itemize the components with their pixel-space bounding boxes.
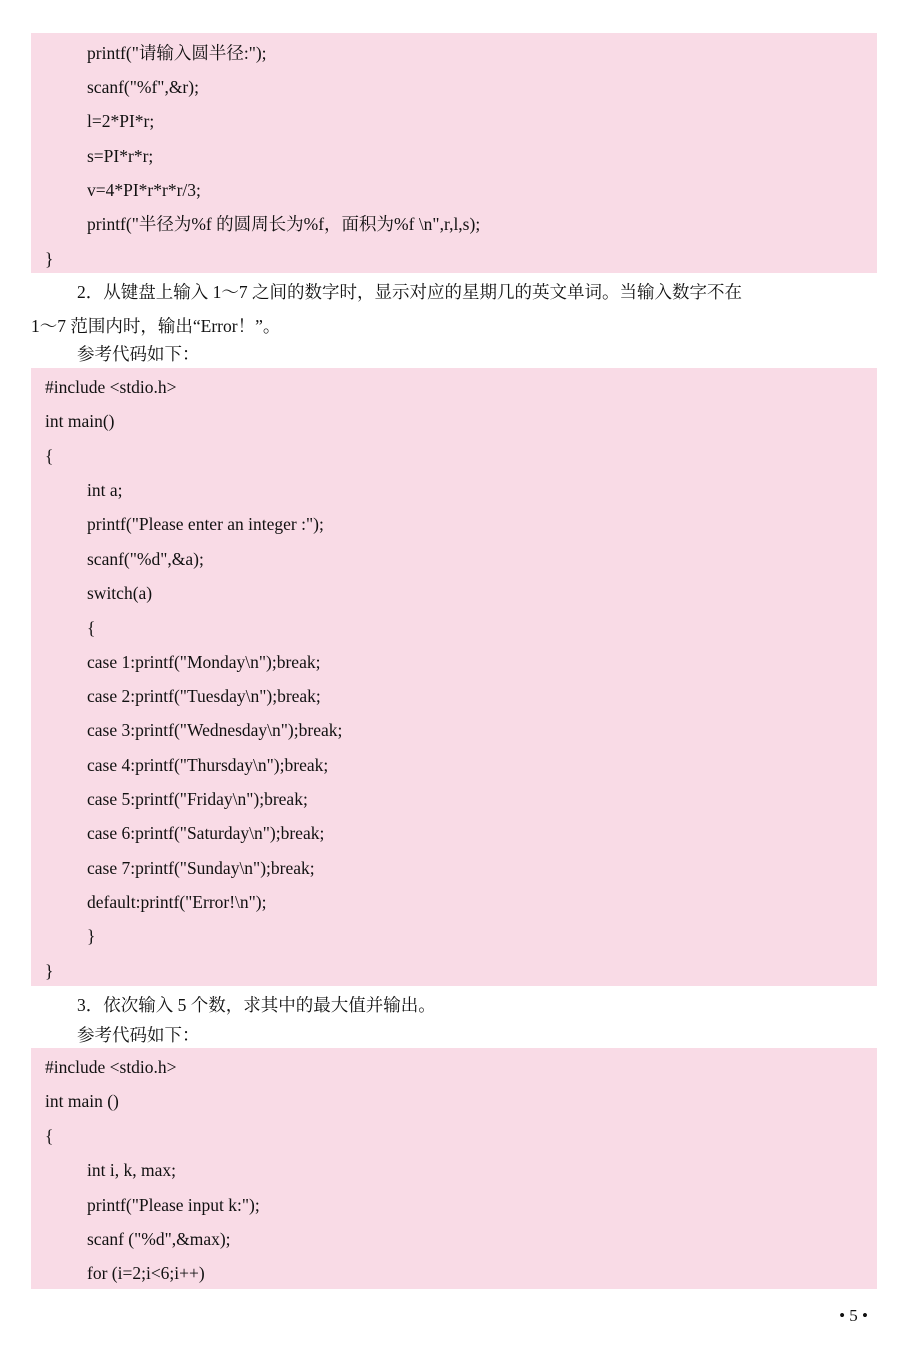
code-line: { [45, 1126, 54, 1146]
code-line: scanf("%d",&a); [87, 549, 204, 569]
code-line: case 6:printf("Saturday\n");break; [87, 823, 325, 843]
page-number: • 5 • [839, 1306, 868, 1325]
code-line: case 7:printf("Sunday\n");break; [87, 858, 315, 878]
code-line: int i, k, max; [87, 1160, 176, 1180]
code-line: } [45, 249, 54, 269]
code-line: printf("请输入圆半径:"); [87, 43, 267, 63]
code-line: int a; [87, 480, 123, 500]
code-line: scanf ("%d",&max); [87, 1229, 231, 1249]
code-line: for (i=2;i<6;i++) [87, 1263, 205, 1283]
code-line: int main () [45, 1091, 119, 1111]
code-block-1 [31, 33, 877, 273]
problem-2-text: 2．从键盘上输入 1～7 之间的数字时，显示对应的星期几的英文单词。当输入数字不在 [77, 282, 742, 302]
code-line: } [45, 961, 54, 981]
code-line: { [87, 618, 96, 638]
code-line: printf("Please enter an integer :"); [87, 514, 324, 534]
code-line: printf("半径为%f 的圆周长为%f，面积为%f \n",r,l,s); [87, 214, 481, 234]
code-line: v=4*PI*r*r*r/3; [87, 180, 201, 200]
code-line: case 5:printf("Friday\n");break; [87, 789, 308, 809]
code-line: case 4:printf("Thursday\n");break; [87, 755, 329, 775]
code-line: case 2:printf("Tuesday\n");break; [87, 686, 321, 706]
reference-code-label: 参考代码如下： [77, 344, 200, 364]
code-line: s=PI*r*r; [87, 146, 154, 166]
code-line: default:printf("Error!\n"); [87, 892, 267, 912]
code-line: scanf("%f",&r); [87, 77, 199, 97]
code-line: int main() [45, 411, 115, 431]
code-line: #include <stdio.h> [45, 1057, 177, 1077]
reference-code-label: 参考代码如下： [77, 1025, 200, 1045]
code-line: l=2*PI*r; [87, 111, 155, 131]
problem-2-text-cont: 1～7 范围内时，输出“Error！”。 [31, 316, 281, 336]
code-line: case 3:printf("Wednesday\n");break; [87, 720, 343, 740]
code-line: { [45, 446, 54, 466]
code-line: } [87, 926, 96, 946]
code-line: switch(a) [87, 583, 153, 603]
code-line: #include <stdio.h> [45, 377, 177, 397]
code-line: printf("Please input k:"); [87, 1195, 260, 1215]
problem-3-text: 3．依次输入 5 个数，求其中的最大值并输出。 [77, 995, 436, 1015]
code-line: case 1:printf("Monday\n");break; [87, 652, 321, 672]
